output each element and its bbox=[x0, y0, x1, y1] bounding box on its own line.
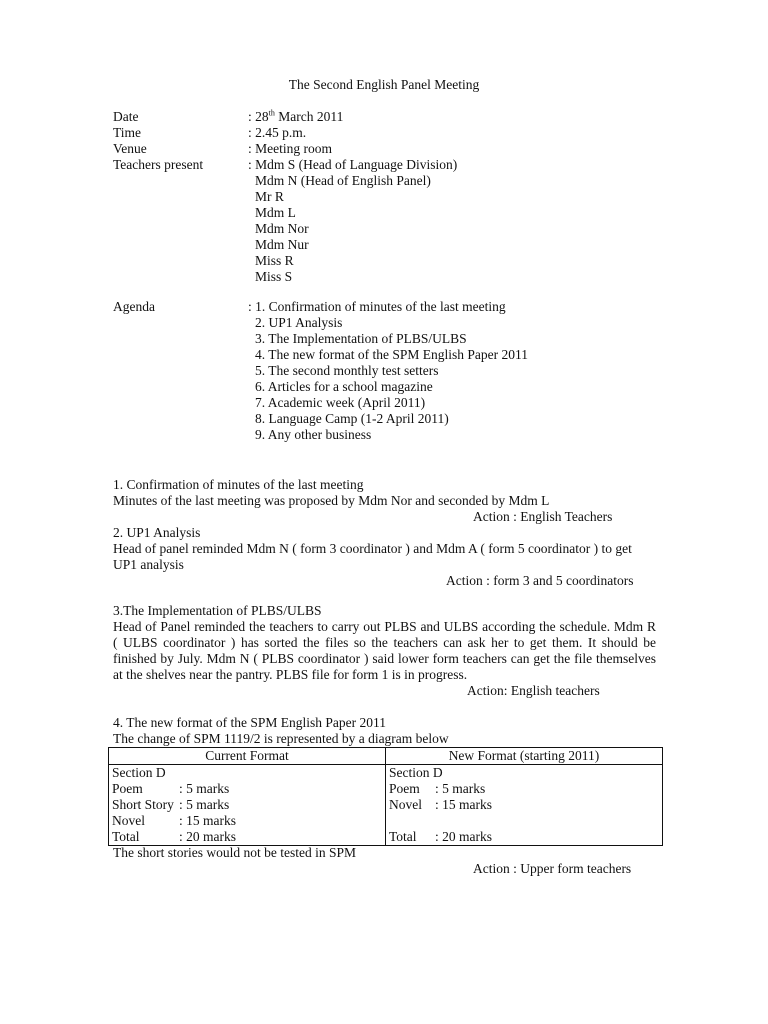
agenda-item: 4. The new format of the SPM English Paper 2011 bbox=[255, 347, 528, 362]
time-row bbox=[113, 125, 653, 141]
date-row bbox=[113, 109, 653, 125]
current-row-label: Novel bbox=[112, 813, 145, 828]
teachers-list bbox=[248, 157, 653, 285]
teachers-row bbox=[113, 157, 653, 285]
teacher-item: Miss S bbox=[255, 269, 293, 284]
teacher-item: Mdm Nur bbox=[255, 237, 309, 252]
new-row bbox=[389, 797, 659, 813]
current-row-value: : 20 marks bbox=[179, 829, 236, 844]
date-label: Date bbox=[113, 109, 139, 124]
agenda-item: 2. UP1 Analysis bbox=[255, 315, 343, 330]
teacher-item: Miss R bbox=[255, 253, 294, 268]
agenda-item: 6. Articles for a school magazine bbox=[255, 379, 433, 394]
table-header-row bbox=[109, 748, 663, 765]
current-row-value: : 15 marks bbox=[179, 813, 236, 828]
current-row-label: Total bbox=[112, 829, 140, 844]
current-format-cell bbox=[109, 765, 386, 846]
section-heading: 2. UP1 Analysis bbox=[113, 525, 201, 540]
section-action: Action: English teachers bbox=[467, 683, 600, 698]
date-value: : 28th March 2011 bbox=[248, 108, 344, 124]
section-action: Action : Upper form teachers bbox=[473, 861, 632, 876]
section-body: Head of panel reminded Mdm N ( form 3 coordinator ) and Mdm A ( form 5 coordinator ) to get bbox=[113, 541, 632, 556]
teachers-label: Teachers present bbox=[113, 157, 204, 172]
new-row-value: : 15 marks bbox=[435, 797, 492, 812]
section-1 bbox=[113, 477, 656, 525]
section-body: Head of Panel reminded the teachers to carry out PLBS and ULBS according the schedule. Mdm R ( ULBS coordinator ) has sorted the files so the teachers can ask her to get them. It should be finished by July. Mdm N ( PLBS coordinator ) said lower form teachers can get the file themselves at the shelves near the pantry. PLBS file for form 1 is in progress. bbox=[113, 619, 656, 682]
agenda-item: 5. The second monthly test setters bbox=[255, 363, 439, 378]
section-intro: The change of SPM 1119/2 is represented by a diagram below bbox=[113, 731, 449, 746]
current-row bbox=[112, 797, 382, 813]
current-row-label: Short Story bbox=[112, 797, 174, 812]
agenda-item: : 1. Confirmation of minutes of the last meeting bbox=[248, 299, 506, 314]
new-row bbox=[389, 813, 659, 829]
agenda-list bbox=[248, 299, 653, 443]
agenda-item: 9. Any other business bbox=[255, 427, 372, 442]
new-row bbox=[389, 829, 659, 845]
new-section: Section D bbox=[389, 765, 443, 780]
section-body: Minutes of the last meeting was proposed by Mdm Nor and seconded by Mdm L bbox=[113, 493, 550, 508]
section-body: UP1 analysis bbox=[113, 557, 184, 572]
agenda-item: 8. Language Camp (1-2 April 2011) bbox=[255, 411, 449, 426]
column-header-current: Current Format bbox=[109, 748, 386, 765]
current-row-label: Poem bbox=[112, 781, 143, 796]
current-row-value: : 5 marks bbox=[179, 797, 230, 812]
teacher-item: Mdm L bbox=[255, 205, 296, 220]
section-4-footer bbox=[113, 845, 656, 877]
new-row-value: : 20 marks bbox=[435, 829, 492, 844]
section-heading: 3.The Implementation of PLBS/ULBS bbox=[113, 603, 322, 618]
meeting-details bbox=[113, 109, 653, 285]
current-section: Section D bbox=[112, 765, 166, 780]
agenda bbox=[113, 299, 653, 443]
new-row bbox=[389, 781, 659, 797]
section-heading: 4. The new format of the SPM English Paper 2011 bbox=[113, 715, 386, 730]
venue-label: Venue bbox=[113, 141, 147, 156]
current-row bbox=[112, 813, 382, 829]
section-3 bbox=[113, 603, 656, 699]
section-action: Action : form 3 and 5 coordinators bbox=[446, 573, 634, 588]
teacher-item: Mr R bbox=[255, 189, 284, 204]
section-heading: 1. Confirmation of minutes of the last meeting bbox=[113, 477, 364, 492]
new-row-label: Poem bbox=[389, 781, 420, 796]
agenda-item: 7. Academic week (April 2011) bbox=[255, 395, 426, 410]
current-row bbox=[112, 829, 382, 845]
new-row-value: : 5 marks bbox=[435, 781, 486, 796]
format-table bbox=[108, 747, 663, 846]
venue-value: : Meeting room bbox=[248, 141, 332, 156]
teacher-item: Mdm N (Head of English Panel) bbox=[255, 173, 431, 188]
current-row-value: : 5 marks bbox=[179, 781, 230, 796]
column-header-new: New Format (starting 2011) bbox=[386, 748, 663, 765]
teacher-item: : Mdm S (Head of Language Division) bbox=[248, 157, 458, 172]
section-action: Action : English Teachers bbox=[473, 509, 613, 524]
teacher-item: Mdm Nor bbox=[255, 221, 309, 236]
current-row bbox=[112, 781, 382, 797]
new-row-label: Total bbox=[389, 829, 417, 844]
new-row-label: Novel bbox=[389, 797, 422, 812]
table-row bbox=[109, 765, 663, 846]
agenda-item: 3. The Implementation of PLBS/ULBS bbox=[255, 331, 467, 346]
new-format-cell bbox=[386, 765, 663, 846]
section-4 bbox=[113, 715, 656, 747]
agenda-label: Agenda bbox=[113, 299, 155, 314]
new-row-label bbox=[389, 813, 435, 829]
venue-row bbox=[113, 141, 653, 157]
time-value: : 2.45 p.m. bbox=[248, 125, 307, 140]
section-2 bbox=[113, 525, 656, 589]
section-note: The short stories would not be tested in SPM bbox=[113, 845, 356, 860]
document-title: The Second English Panel Meeting bbox=[288, 77, 480, 92]
time-label: Time bbox=[113, 125, 142, 140]
